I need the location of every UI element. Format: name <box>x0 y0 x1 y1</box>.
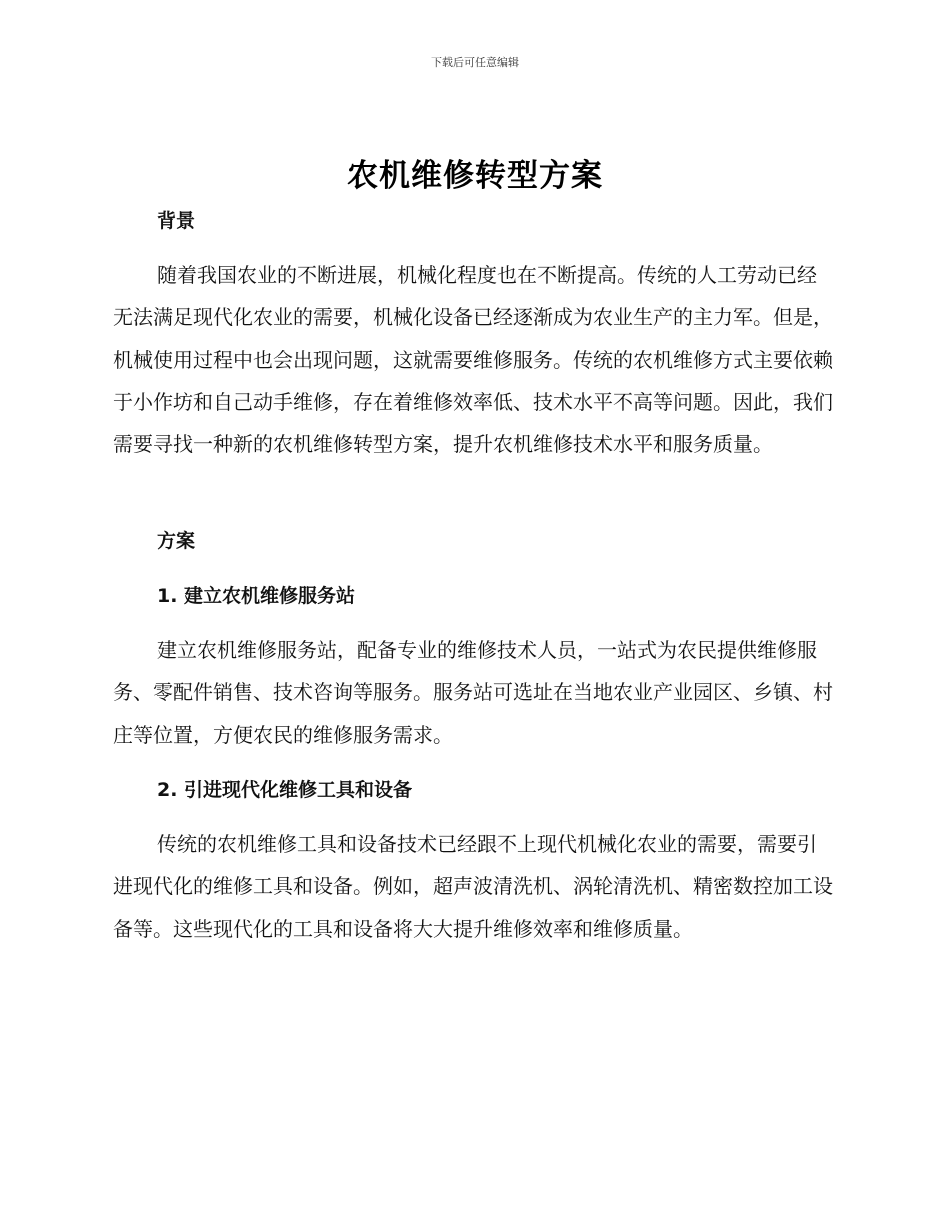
section-heading-background: 背景 <box>157 210 196 232</box>
item2-paragraph: 传统的农机维修工具和设备技术已经跟不上现代机械化农业的需要，需要引进现代化的维修工具和设备。例如，超声波清洗机、涡轮清洗机、精密数控加工设备等。这些现代化的工具和设备将大大提升维修效率和维修质量。 <box>113 832 833 941</box>
header-note: 下载后可任意编辑 <box>431 56 519 69</box>
document-title: 农机维修转型方案 <box>347 158 603 194</box>
background-paragraph: 随着我国农业的不断进展，机械化程度也在不断提高。传统的人工劳动已经无法满足现代化农业的需要，机械化设备已经逐渐成为农业生产的主力军。但是，机械使用过程中也会出现问题，这就需要维修服务。传统的农机维修方式主要依赖于小作坊和自己动手维修，存在着维修效率低、技术水平不高等问题。因此，我们需要寻找一种新的农机维修转型方案，提升农机维修技术水平和服务质量。 <box>113 263 833 457</box>
item1-heading: 1. 建立农机维修服务站 <box>157 585 356 607</box>
section-heading-plan: 方案 <box>157 530 196 552</box>
item1-paragraph: 建立农机维修服务站，配备专业的维修技术人员，一站式为农民提供维修服务、零配件销售、技术咨询等服务。服务站可选址在当地农业产业园区、乡镇、村庄等位置，方便农民的维修服务需求。 <box>113 638 833 747</box>
item2-heading: 2. 引进现代化维修工具和设备 <box>157 779 413 801</box>
